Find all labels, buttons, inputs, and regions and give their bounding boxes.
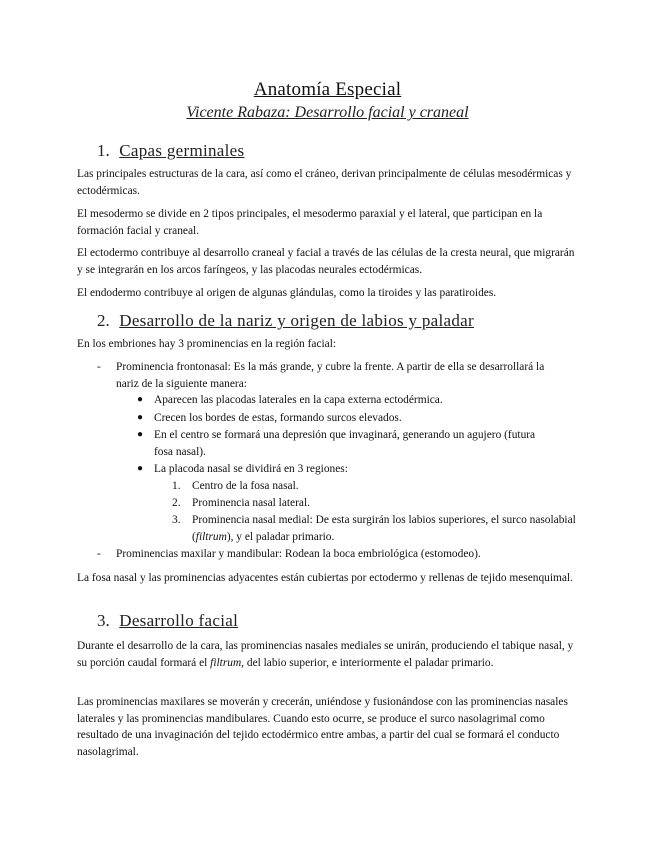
italic-term: filtrum — [210, 656, 242, 669]
section-title: Desarrollo facial — [119, 611, 239, 630]
section-number: 1. — [97, 141, 110, 160]
paragraph-text: Durante el desarrollo de la cara, las prominencias nasales mediales se unirán, produciendo el tabique nasal, y su porción caudal formará el — [77, 640, 574, 669]
list-item: Crecen los bordes de estas, formando surcos elevados. — [154, 412, 402, 424]
document-title: Anatomía Especial — [253, 79, 402, 100]
ordered-number: 1. — [172, 480, 181, 492]
italic-term: filtrum — [195, 530, 227, 543]
list-item: La placoda nasal se dividirá en 3 regiones: — [154, 463, 348, 475]
list-dash-marker: - — [97, 548, 101, 560]
bullet-marker: ● — [137, 412, 144, 423]
paragraph — [77, 638, 581, 671]
list-item — [192, 512, 577, 545]
list-item: Aparecen las placodas laterales en la capa externa ectodérmica. — [154, 394, 443, 406]
list-item: Prominencia nasal lateral. — [192, 497, 310, 509]
paragraph-text: , del labio superior, e interiormente el paladar primario. — [241, 656, 494, 669]
section-heading-3 — [97, 611, 238, 631]
section-number: 2. — [97, 311, 110, 330]
section-title: Capas germinales — [119, 141, 245, 160]
paragraph: El ectodermo contribuye al desarrollo craneal y facial a través de las células de la cresta neural, que migrarán y se integrarán en los arcos faríngeos, y las placodas neurales ectodérmicas. — [77, 247, 575, 276]
list-item: Prominencia frontonasal: Es la más grande, y cubre la frente. A partir de ella se desarrollará la nariz de la siguiente manera: — [116, 361, 545, 390]
bullet-marker: ● — [137, 463, 144, 474]
paragraph: El mesodermo se divide en 2 tipos principales, el mesodermo paraxial y el lateral, que participan en la formación facial y craneal. — [77, 208, 543, 237]
bullet-marker: ● — [137, 429, 144, 440]
ordered-number: 2. — [172, 497, 181, 509]
paragraph: Las principales estructuras de la cara, así como el cráneo, derivan principalmente de células mesodérmicas y ectodérmicas. — [77, 168, 572, 197]
paragraph: En los embriones hay 3 prominencias en la región facial: — [77, 338, 337, 350]
section-heading-2 — [97, 311, 474, 331]
paragraph: La fosa nasal y las prominencias adyacentes están cubiertas por ectodermo y rellenas de tejido mesenquimal. — [77, 572, 573, 584]
list-item: En el centro se formará una depresión que invaginará, generando un agujero (futura fosa nasal). — [154, 429, 536, 458]
list-item-text: ), y el paladar primario. — [226, 530, 335, 543]
ordered-number: 3. — [172, 514, 181, 526]
document-subtitle: Vicente Rabaza: Desarrollo facial y craneal — [186, 104, 469, 121]
section-title: Desarrollo de la nariz y origen de labios y paladar — [119, 311, 474, 330]
paragraph: El endodermo contribuye al origen de algunas glándulas, como la tiroides y las paratiroides. — [77, 287, 497, 299]
section-heading-1 — [97, 141, 244, 161]
list-item-text: Prominencia nasal medial: De esta surgirán los labios superiores, el surco nasolabial ( — [192, 514, 576, 543]
list-item: Centro de la fosa nasal. — [192, 480, 299, 492]
list-item: Prominencias maxilar y mandibular: Rodean la boca embriológica (estomodeo). — [116, 548, 481, 560]
section-number: 3. — [97, 611, 110, 630]
list-dash-marker: - — [97, 361, 101, 373]
bullet-marker: ● — [137, 394, 144, 405]
paragraph: Las prominencias maxilares se moverán y crecerán, uniéndose y fusionándose con las prominencias nasales laterales y las prominencias mandibulares. Cuando esto ocurre, se produce el surco nasolagrimal como resultado de una invaginación del tejido ectodérmico entre ambas, a partir del cual se formará el conducto nasolagrimal. — [77, 696, 568, 758]
